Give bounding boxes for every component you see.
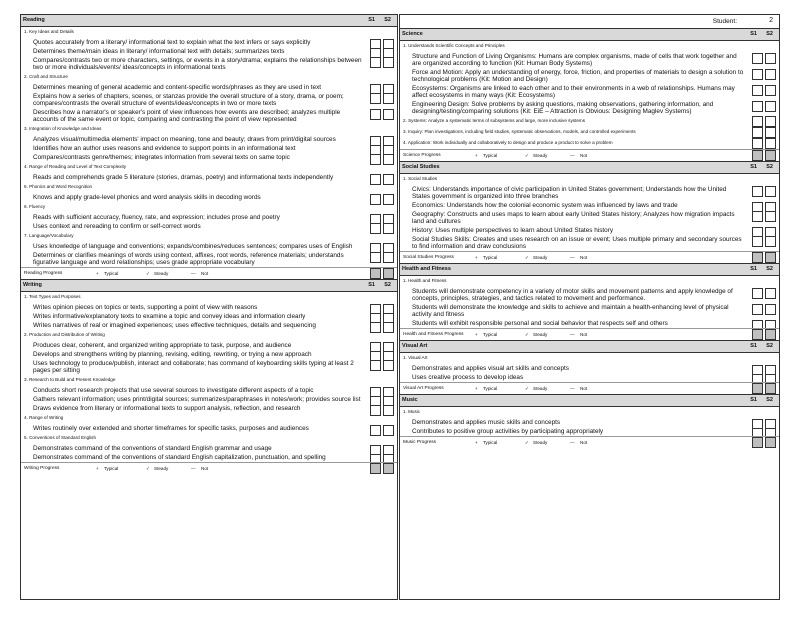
s1-column-label: S1	[750, 31, 757, 37]
standard-item	[21, 56, 397, 72]
standard-group-text: 3. Inquiry: Plan investigations, including field studies, systematic observations, models, and controlled experiments	[403, 129, 636, 134]
standard-item-text: Compares/contrasts two or more characters, settings, or events in a story/drama; explains the relationships between two or more individuals/events/ ideas/concepts in informational texts	[33, 57, 362, 71]
check-symbol: ✓	[525, 386, 529, 391]
dash-symbol: —	[570, 153, 575, 158]
standard-item-text: Uses context and rereading to confirm or self-correct words	[33, 223, 201, 230]
standard-item-text: Structure and Function of Living Organisms: Humans are complex organisms, made of cells that work together and are organized according to function (Kit: Human Body Systems)	[412, 53, 737, 67]
s2-mark-box[interactable]	[383, 268, 394, 279]
progress-row	[21, 267, 397, 279]
standard-item	[21, 321, 397, 330]
student-number: 2	[769, 17, 773, 24]
standard-item	[21, 144, 397, 153]
s2-mark-box[interactable]	[765, 85, 776, 96]
standard-item-text: Compares/contrasts genre/themes; integrates information from several texts on same topic	[33, 154, 290, 161]
standard-group-label	[21, 162, 397, 173]
s2-mark-box[interactable]	[765, 69, 776, 80]
standard-item	[400, 235, 779, 251]
standard-item-text: Writes opinion pieces on topics or texts, supporting a point of view with reasons	[33, 304, 258, 311]
standard-item-text: Reads with sufficient accuracy, fluency, rate, and expression; includes prose and poetry	[33, 214, 280, 221]
standard-item	[400, 68, 779, 84]
check-symbol: ✓	[525, 153, 529, 158]
standard-item	[21, 47, 397, 56]
s2-mark-box[interactable]	[765, 304, 776, 315]
s2-column-label: S2	[384, 282, 391, 288]
check-symbol: ✓	[146, 271, 150, 276]
standard-item	[400, 287, 779, 303]
s1-mark-box[interactable]	[752, 150, 763, 161]
standard-item	[400, 84, 779, 100]
standard-item-text: Demonstrates and applies visual art skills and concepts	[412, 365, 570, 372]
plus-symbol: +	[475, 332, 478, 337]
dash-key-label: Not	[580, 153, 588, 158]
standard-group-label	[400, 138, 779, 149]
s1-mark-box[interactable]	[752, 329, 763, 340]
s1-mark-box[interactable]	[370, 57, 381, 68]
dash-key-label: Not	[580, 440, 588, 445]
standard-item-text: Students will demonstrate the knowledge and skills to achieve and maintain a health-enhancing level of physical activity and fitness	[412, 304, 729, 318]
progress-row	[400, 251, 779, 263]
standard-item	[400, 52, 779, 68]
standard-group-label	[21, 231, 397, 242]
standard-item	[400, 210, 779, 226]
standard-group-label	[400, 353, 779, 364]
s1-column-label: S1	[750, 343, 757, 349]
standard-item	[400, 373, 779, 382]
s2-mark-box[interactable]	[765, 383, 776, 394]
standard-item	[21, 312, 397, 321]
visual-art-section	[400, 341, 779, 395]
standard-item	[21, 83, 397, 92]
s1-mark-box[interactable]	[752, 53, 763, 64]
s2-mark-box[interactable]	[765, 437, 776, 448]
standard-group-label	[21, 433, 397, 444]
standard-item	[21, 213, 397, 222]
plus-key-label: Typical	[483, 255, 498, 260]
standard-item-text: Determines or clarifies meanings of words using context, affixes, root words, reference materials; understands figurative language and word relationships; uses grade appropriate vocabulary	[33, 252, 344, 266]
standard-item-text: Determines theme/main ideas in literary/ informational text with details; summarizes texts	[33, 48, 285, 55]
s1-mark-box[interactable]	[752, 85, 763, 96]
standard-item-text: Writes narratives of real or imagined experiences; uses effective techniques, details and sequencing	[33, 322, 316, 329]
progress-label: Social Studies Progress	[403, 255, 454, 260]
s2-mark-box[interactable]	[765, 116, 776, 127]
plus-key-label: Typical	[483, 386, 498, 391]
s1-mark-box[interactable]	[752, 288, 763, 299]
plus-symbol: +	[475, 153, 478, 158]
s1-mark-box[interactable]	[752, 138, 763, 149]
standard-item	[21, 386, 397, 395]
standard-item	[21, 453, 397, 462]
standard-group-text: 6. Fluency	[24, 204, 46, 209]
standard-group-label	[21, 375, 397, 386]
section-header	[21, 15, 397, 27]
standard-item-text: Knows and apply grade-level phonics and word analysis skills in decoding words	[33, 194, 261, 201]
standard-item-text: Identifies how an author uses reasons and evidence to support points in an informational text	[33, 145, 296, 152]
dash-key-label: Not	[201, 271, 209, 276]
standard-item-text: Demonstrates command of the conventions of standard English grammar and usage	[33, 445, 272, 452]
s1-mark-box[interactable]	[370, 109, 381, 120]
s2-mark-box[interactable]	[765, 252, 776, 263]
standard-item	[21, 173, 397, 182]
progress-label: Writing Progress	[24, 466, 60, 471]
s1-mark-box[interactable]	[752, 236, 763, 247]
standard-item	[400, 226, 779, 235]
student-header	[400, 15, 779, 29]
section-header	[400, 341, 779, 353]
standard-item	[400, 319, 779, 328]
standard-group-text: 4. Range of Writing	[24, 415, 64, 420]
dash-symbol: —	[191, 271, 196, 276]
standard-item	[21, 251, 397, 267]
check-key-label: Steady	[533, 332, 548, 337]
standard-item	[21, 359, 397, 375]
standard-item	[400, 201, 779, 210]
dash-key-label: Not	[580, 255, 588, 260]
standard-group-text: 7. Language/Vocabulary	[24, 233, 74, 238]
check-symbol: ✓	[146, 466, 150, 471]
check-symbol: ✓	[525, 255, 529, 260]
standard-group-text: 2. Systems: Analyze a systematic terms of subsystems and large, more inclusive systems	[403, 118, 586, 123]
progress-label: Science Progress	[403, 153, 441, 158]
section-title: Writing	[23, 282, 42, 288]
s2-mark-box[interactable]	[765, 236, 776, 247]
section-header	[400, 29, 779, 41]
s1-column-label: S1	[368, 282, 375, 288]
progress-label: Visual Art Progress	[403, 386, 444, 391]
standard-item-text: Geography: Constructs and uses maps to learn about early United States history; Analyzes how migration impacts land and cultures	[412, 211, 735, 225]
s1-mark-box[interactable]	[752, 69, 763, 80]
s2-mark-box[interactable]	[765, 127, 776, 138]
standard-group-label	[400, 116, 779, 127]
dash-symbol: —	[570, 440, 575, 445]
s2-column-label: S2	[766, 397, 773, 403]
section-header	[400, 395, 779, 407]
section-title: Social Studies	[402, 164, 440, 170]
standard-group-label	[400, 174, 779, 185]
section-header	[400, 264, 779, 276]
standard-item-text: Students will demonstrate competency in a variety of motor skills and movement patterns and apply knowledge of concepts, principles, strategies, and tactics related to movement and performance.	[412, 288, 733, 302]
standard-item-text: Force and Motion: Apply an understanding of energy, force, friction, and properties of materials to design a solution to technological problems (Kit: Motion and Design)	[412, 69, 744, 83]
s2-mark-box[interactable]	[765, 101, 776, 112]
s1-mark-box[interactable]	[752, 304, 763, 315]
standard-group-text: 1. Health and Fitness	[403, 278, 447, 283]
standard-item-text: Uses knowledge of language and conventions; expands/combines/reduces sentences; compares uses of English	[33, 243, 353, 250]
check-key-label: Steady	[533, 440, 548, 445]
standard-item	[21, 193, 397, 202]
section-title: Visual Art	[402, 343, 428, 349]
standard-item	[21, 444, 397, 453]
standard-item-text: Uses technology to produce/publish, interact and collaborate; has command of keyboarding skills typing at least 2 pages per sitting	[33, 360, 354, 374]
standard-item-text: Describes how a narrator's or speaker's point of view influences how events are described; analyzes multiple accounts of the same event or topic, comparing and contrasting the point of view represented	[33, 109, 341, 123]
standard-item	[21, 404, 397, 413]
check-key-label: Steady	[154, 271, 169, 276]
standard-item-text: Ecosystems: Organisms are linked to each other and to their environments in a web of relationships. Humans may affect ecosystems in many ways (Kit: Ecosystems)	[412, 85, 735, 99]
standard-item-text: Writes informative/explanatory texts to examine a topic and convey ideas and information clearly	[33, 313, 306, 320]
s1-mark-box[interactable]	[752, 437, 763, 448]
s2-mark-box[interactable]	[765, 329, 776, 340]
standard-group-label	[400, 41, 779, 52]
s1-mark-box[interactable]	[752, 211, 763, 222]
plus-key-label: Typical	[483, 440, 498, 445]
standard-item	[21, 350, 397, 359]
standard-item-text: Demonstrates command of the conventions of standard English capitalization, punctuation, and spelling	[33, 454, 326, 461]
s2-mark-box[interactable]	[765, 186, 776, 197]
check-key-label: Steady	[533, 153, 548, 158]
progress-row	[400, 328, 779, 340]
section-title: Science	[402, 31, 423, 37]
standard-item	[21, 222, 397, 231]
check-key-label: Steady	[154, 466, 169, 471]
s2-mark-box[interactable]	[383, 93, 394, 104]
standard-item-text: Draws evidence from literary or informational texts to support analysis, reflection, and research	[33, 405, 301, 412]
right-column	[399, 14, 780, 600]
plus-key-label: Typical	[104, 466, 119, 471]
standard-item	[21, 303, 397, 312]
s1-mark-box[interactable]	[752, 127, 763, 138]
music-section	[400, 395, 779, 448]
standard-item	[21, 341, 397, 350]
s1-mark-box[interactable]	[752, 186, 763, 197]
standard-item	[400, 303, 779, 319]
progress-row	[400, 382, 779, 394]
section-title: Health and Fitness	[402, 266, 451, 272]
standard-item-text: Engineering Design: Solve problems by asking questions, making observations, gathering information, and designing/testing/comparing solutions (Kit: EiE – Attraction is Obvious: Designing Maglev Systems)	[412, 101, 714, 115]
standard-group-text: 4. Application: Work individually and collaboratively to design and produce a product to solve a problem	[403, 140, 613, 145]
progress-label: Music Progress	[403, 440, 437, 445]
s2-column-label: S2	[766, 343, 773, 349]
standard-group-label	[21, 72, 397, 83]
s1-mark-box[interactable]	[370, 252, 381, 263]
reading-section	[21, 15, 397, 280]
standard-item	[400, 364, 779, 373]
standard-group-label	[21, 124, 397, 135]
standard-item-text: Contributes to positive group activities by participating appropriately	[412, 428, 604, 435]
s1-mark-box[interactable]	[370, 93, 381, 104]
s2-column-label: S2	[766, 266, 773, 272]
dash-key-label: Not	[580, 386, 588, 391]
standard-group-text: 1. Visual Art	[403, 355, 428, 360]
standard-item	[21, 108, 397, 124]
standard-item-text: Uses creative process to develop ideas	[412, 374, 524, 381]
s2-mark-box[interactable]	[765, 211, 776, 222]
standard-item-text: Determines meaning of general academic and content-specific words/phrases as they are used in text	[33, 84, 322, 91]
s2-mark-box[interactable]	[383, 463, 394, 474]
plus-symbol: +	[96, 466, 99, 471]
s2-mark-box[interactable]	[765, 288, 776, 299]
standard-item-text: Gathers relevant information; uses print/digital sources; summarizes/paraphrases in notes/work; provides source list	[33, 396, 361, 403]
standard-item	[21, 135, 397, 144]
s1-mark-box[interactable]	[752, 101, 763, 112]
standard-item	[21, 92, 397, 108]
plus-key-label: Typical	[483, 332, 498, 337]
s2-mark-box[interactable]	[383, 57, 394, 68]
standard-item-text: Quotes accurately from a literary/ informational text to explain what the text infers or says explicitly	[33, 39, 311, 46]
standard-item	[400, 427, 779, 436]
left-column	[20, 14, 398, 600]
standard-item-text: History: Uses multiple perspectives to learn about United States history	[412, 227, 614, 234]
s1-mark-box[interactable]	[370, 360, 381, 371]
s2-column-label: S2	[766, 164, 773, 170]
standard-item-text: Develops and strengthens writing by planning, revising, editing, rewriting, or trying a new approach	[33, 351, 312, 358]
standard-item-text: Conducts short research projects that use several sources to investigate different aspects of a topic	[33, 387, 314, 394]
standard-group-label	[21, 202, 397, 213]
standard-group-text: 1. Social Studies	[403, 176, 438, 181]
s2-mark-box[interactable]	[765, 138, 776, 149]
standard-item	[21, 38, 397, 47]
section-title: Music	[402, 397, 418, 403]
progress-label: Health and Fitness Progress	[403, 332, 464, 337]
standard-group-label	[21, 292, 397, 303]
plus-key-label: Typical	[483, 153, 498, 158]
standard-group-label	[21, 182, 397, 193]
standard-group-text: 4. Range of Reading and Level of Text Complexity	[24, 164, 127, 169]
standard-group-label	[400, 127, 779, 138]
standard-group-label	[21, 330, 397, 341]
standard-item	[21, 395, 397, 404]
standard-group-label	[400, 407, 779, 418]
s1-column-label: S1	[750, 397, 757, 403]
dash-key-label: Not	[580, 332, 588, 337]
progress-row	[400, 436, 779, 448]
standard-item-text: Demonstrates and applies music skills and concepts	[412, 419, 561, 426]
standard-group-text: 1. Text Types and Purposes	[24, 294, 81, 299]
s1-mark-box[interactable]	[752, 252, 763, 263]
dash-key-label: Not	[201, 466, 209, 471]
progress-row	[400, 149, 779, 161]
standard-item	[21, 424, 397, 433]
standard-group-label	[21, 413, 397, 424]
s1-mark-box[interactable]	[370, 268, 381, 279]
standard-item	[400, 418, 779, 427]
check-key-label: Steady	[533, 255, 548, 260]
standard-item-text: Explains how a series of chapters, scenes, or stanzas provide the overall structure of a story, drama, or poem; compares/contrasts the overall structure of events/ideas/concepts in two or more texts	[33, 93, 344, 107]
standard-item-text: Writes routinely over extended and shorter timeframes for specific tasks, purposes and audiences	[33, 425, 309, 432]
dash-symbol: —	[570, 332, 575, 337]
standard-group-text: 5. Conventions of Standard English	[24, 435, 97, 440]
section-title: Reading	[23, 17, 45, 23]
plus-symbol: +	[475, 255, 478, 260]
standard-item-text: Analyzes visual/multimedia elements' impact on meaning, tone and beauty; draws from print/digital sources	[33, 136, 336, 143]
dash-symbol: —	[191, 466, 196, 471]
standard-group-text: 3. Integration of Knowledge and Ideas	[24, 126, 102, 131]
plus-symbol: +	[96, 271, 99, 276]
s2-mark-box[interactable]	[383, 252, 394, 263]
standard-group-label	[21, 27, 397, 38]
s1-mark-box[interactable]	[370, 463, 381, 474]
check-symbol: ✓	[525, 440, 529, 445]
s2-mark-box[interactable]	[765, 150, 776, 161]
s2-mark-box[interactable]	[765, 53, 776, 64]
writing-section	[21, 280, 397, 474]
dash-symbol: —	[570, 255, 575, 260]
standard-group-label	[400, 276, 779, 287]
standard-group-text: 2. Production and Distribution of Writing	[24, 332, 105, 337]
plus-key-label: Typical	[104, 271, 119, 276]
standard-item	[21, 153, 397, 162]
standard-group-text: 2. Craft and Structure	[24, 74, 68, 79]
progress-label: Reading Progress	[24, 271, 63, 276]
standard-group-text: 1. Key Ideas and Details	[24, 29, 74, 34]
dash-symbol: —	[570, 386, 575, 391]
s2-column-label: S2	[766, 31, 773, 37]
standard-item-text: Reads and comprehends grade 5 literature (stories, dramas, poetry) and informational texts independently	[33, 174, 334, 181]
s1-mark-box[interactable]	[752, 116, 763, 127]
s2-mark-box[interactable]	[383, 360, 394, 371]
standard-group-text: 5. Phonics and Word Recognition	[24, 184, 93, 189]
section-header	[400, 162, 779, 174]
s1-column-label: S1	[750, 164, 757, 170]
plus-symbol: +	[475, 440, 478, 445]
check-key-label: Steady	[533, 386, 548, 391]
social-studies-section	[400, 162, 779, 264]
standard-item	[400, 185, 779, 201]
s1-mark-box[interactable]	[752, 383, 763, 394]
plus-symbol: +	[475, 386, 478, 391]
standard-group-text: 3. Research to Build and Present Knowledge	[24, 377, 116, 382]
standard-item	[21, 242, 397, 251]
s1-column-label: S1	[750, 266, 757, 272]
student-label: Student:	[712, 18, 737, 25]
health-fitness-section	[400, 264, 779, 341]
standard-item-text: Economics: Understands how the colonial economic system was influenced by laws and trade	[412, 202, 678, 209]
section-header	[21, 280, 397, 292]
s2-mark-box[interactable]	[383, 109, 394, 120]
standard-item-text: Students will exhibit responsible personal and social behavior that respects self and others	[412, 320, 668, 327]
standard-group-text: 1. Music	[403, 409, 421, 414]
s2-column-label: S2	[384, 17, 391, 23]
standard-group-text: 1. Understands Scientific Concepts and Principles	[403, 43, 505, 48]
check-symbol: ✓	[525, 332, 529, 337]
standard-item-text: Produces clear, coherent, and organized writing appropriate to task, purpose, and audience	[33, 342, 292, 349]
standard-item	[400, 100, 779, 116]
standard-item-text: Civics: Understands importance of civic participation in United States government; Understands how the United States government is organized into three branches	[412, 186, 727, 200]
science-section	[400, 29, 779, 162]
progress-row	[21, 462, 397, 474]
standard-item-text: Social Studies Skills: Creates and uses research on an issue or event; Uses multiple primary and secondary sources to find information and draw conclusions	[412, 236, 742, 250]
s1-column-label: S1	[368, 17, 375, 23]
